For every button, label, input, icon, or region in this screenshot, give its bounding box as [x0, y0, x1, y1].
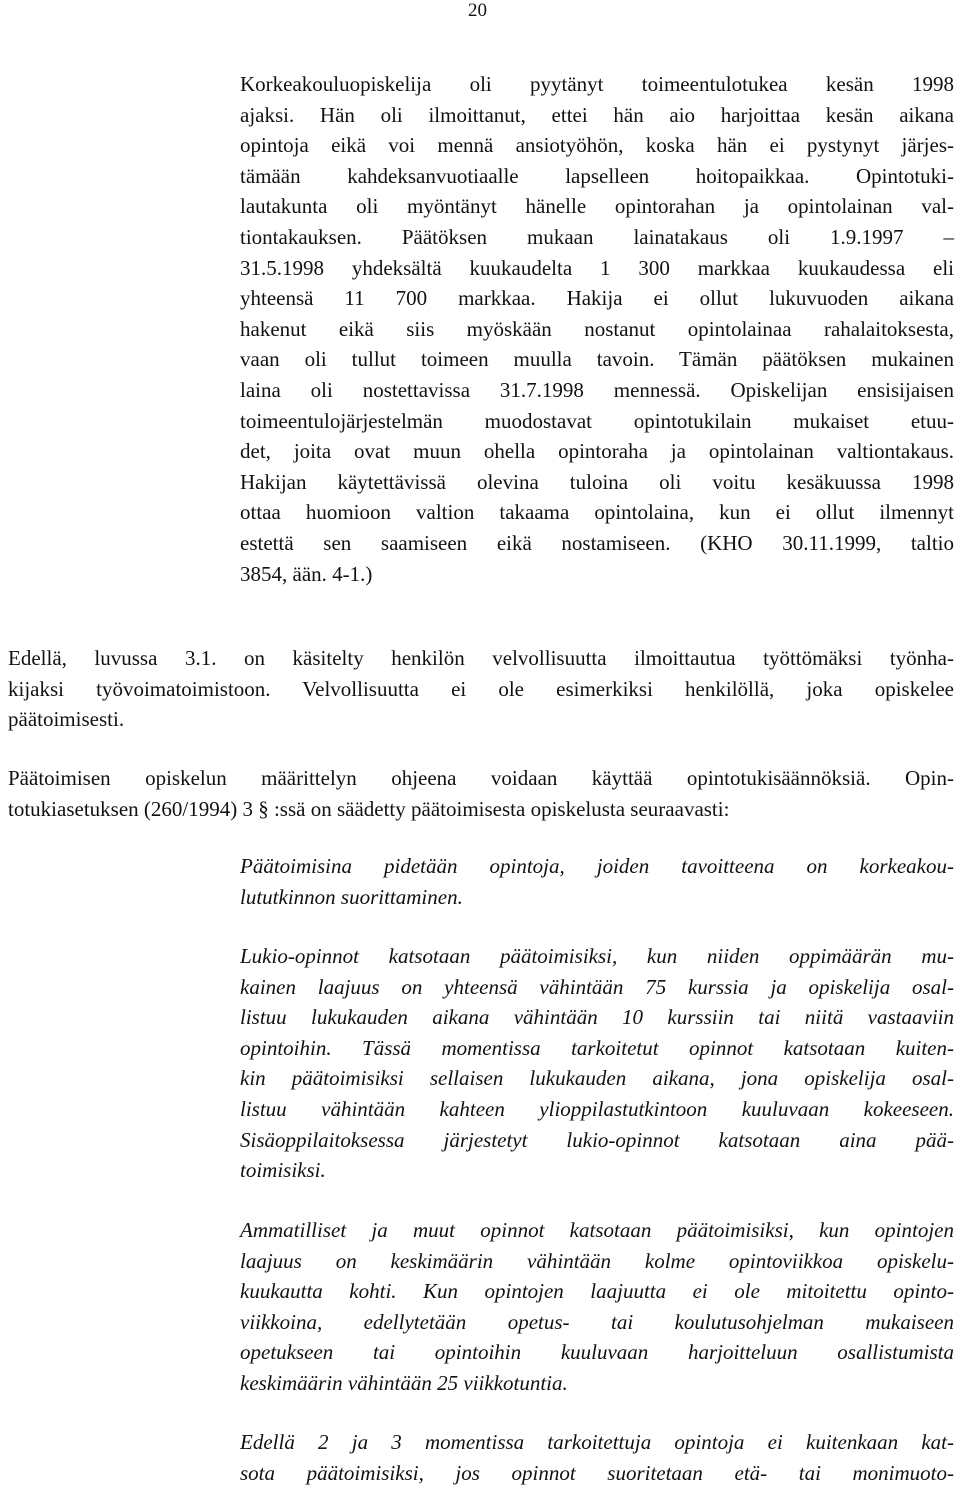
body-paragraph-registration — [8, 643, 954, 735]
example-case-line: hakenut eikä siis myöskään nostanut opintolainaa rahalaitoksesta, — [240, 316, 954, 341]
example-case-line: opintoja eikä voi mennä ansiotyöhön, koska hän ei pystynyt järjes- — [240, 133, 954, 158]
quote-line: lututkinnon suorittaminen. — [240, 884, 463, 909]
example-case-block — [240, 69, 954, 589]
quote-line: sota päätoimisiksi, jos opinnot suoritetaan etä- tai monimuoto- — [240, 1460, 954, 1485]
example-case-line: det, joita ovat muun ohella opintoraha ja opintolainan valtiontakaus. — [240, 439, 954, 464]
quote-line: Sisäoppilaitoksessa järjestetyt lukio-opinnot katsotaan aina pää- — [240, 1127, 954, 1152]
quote-line: listuu lukukauden aikana vähintään 10 kurssiin tai niitä vastaaviin — [240, 1005, 954, 1030]
body-paragraph-line: totukiasetuksen (260/1994) 3 § :ssä on säädetty päätoimisesta opiskelusta seuraavasti: — [8, 796, 730, 821]
example-case-line: lautakunta oli myöntänyt hänelle opintorahan ja opintolainan val- — [240, 194, 954, 219]
body-paragraph-line: Edellä, luvussa 3.1. on käsitelty henkilön velvollisuutta ilmoittautua työttömäksi työnha- — [8, 646, 954, 670]
example-case-line: tämään kahdeksanvuotiaalle lapselleen hoitopaikkaa. Opintotuki- — [240, 163, 954, 188]
example-case-line: 31.5.1998 yhdeksältä kuukaudelta 1 300 markkaa kuukaudessa eli — [240, 255, 954, 280]
example-case-line: laina oli nostettavissa 31.7.1998 mennessä. Opiskelijan ensisijaisen — [240, 377, 954, 402]
example-case-line: toimeentulojärjestelmän muodostavat opintotukilain mukaiset etuu- — [240, 408, 954, 433]
quoted-regulation-3 — [240, 1215, 954, 1399]
quote-line: kainen laajuus on yhteensä vähintään 75 kurssia ja opiskelija osal- — [240, 974, 954, 999]
example-case-line: vaan oli tullut toimeen muulla tavoin. Tämän päätöksen mukainen — [240, 347, 954, 372]
quote-line: kuukautta kohti. Kun opintojen laajuutta ei ole mitoitettu opinto- — [240, 1279, 954, 1304]
example-case-line: 3854, ään. 4-1.) — [240, 561, 373, 586]
quote-line: Lukio-opinnot katsotaan päätoimisiksi, kun niiden oppimäärän mu- — [240, 944, 954, 968]
example-case-line: tiontakauksen. Päätöksen mukaan lainatakaus oli 1.9.1997 – — [240, 224, 954, 249]
quote-line: listuu vähintään kahteen ylioppilastutkintoon kuuluvaan kokeeseen. — [240, 1096, 954, 1121]
body-paragraph-line: kijaksi työvoimatoimistoon. Velvollisuutta ei ole esimerkiksi henkilöllä, joka opiskelee — [8, 676, 954, 701]
quote-line: Ammatilliset ja muut opinnot katsotaan päätoimisiksi, kun opintojen — [240, 1218, 954, 1242]
quote-line: keskimäärin vähintään 25 viikkotuntia. — [240, 1370, 568, 1395]
quote-line: opetukseen tai opintoihin kuuluvaan harjoitteluun osallistumista — [240, 1340, 954, 1365]
example-case-line: Hakijan käytettävissä olevina tuloina oli voitu kesäkuussa 1998 — [240, 469, 954, 494]
body-paragraph-line: päätoimisesti. — [8, 707, 125, 732]
quoted-regulation-1 — [240, 851, 954, 912]
quote-line: viikkoina, edellytetään opetus- tai koulutusohjelman mukaiseen — [240, 1309, 954, 1334]
example-case-line: ottaa huomioon valtion takaama opintolaina, kun ei ollut ilmennyt — [240, 500, 954, 525]
quote-line: toimisiksi. — [240, 1158, 326, 1183]
quote-line: kin päätoimisiksi sellaisen lukukauden aikana, jona opiskelija osal- — [240, 1066, 954, 1091]
quoted-regulation-4 — [240, 1427, 954, 1488]
quote-line: laajuus on keskimäärin vähintään kolme opintoviikkoa opiskelu- — [240, 1248, 954, 1273]
quote-line: Edellä 2 ja 3 momentissa tarkoitettuja opintoja ei kuitenkaan kat- — [240, 1430, 954, 1454]
quoted-regulation-2 — [240, 941, 954, 1186]
quote-line: Päätoimisina pidetään opintoja, joiden tavoitteena on korkeakou- — [240, 854, 954, 878]
example-case-line: yhteensä 11 700 markkaa. Hakija ei ollut lukuvuoden aikana — [240, 286, 954, 311]
body-paragraph-line: Päätoimisen opiskelun määrittelyn ohjeena voidaan käyttää opintotukisäännöksiä. Opin- — [8, 766, 954, 790]
quote-line: opintoihin. Tässä momentissa tarkoitetut opinnot katsotaan kuiten- — [240, 1035, 954, 1060]
page-number: 20 — [468, 0, 487, 21]
example-case-line: estettä sen saamiseen eikä nostamiseen. (KHO 30.11.1999, taltio — [240, 530, 954, 555]
example-case-line: ajaksi. Hän oli ilmoittanut, ettei hän aio harjoittaa kesän aikana — [240, 102, 954, 127]
body-paragraph-fulltime-study — [8, 763, 954, 824]
example-case-line: Korkeakouluopiskelija oli pyytänyt toimeentulotukea kesän 1998 — [240, 72, 954, 96]
